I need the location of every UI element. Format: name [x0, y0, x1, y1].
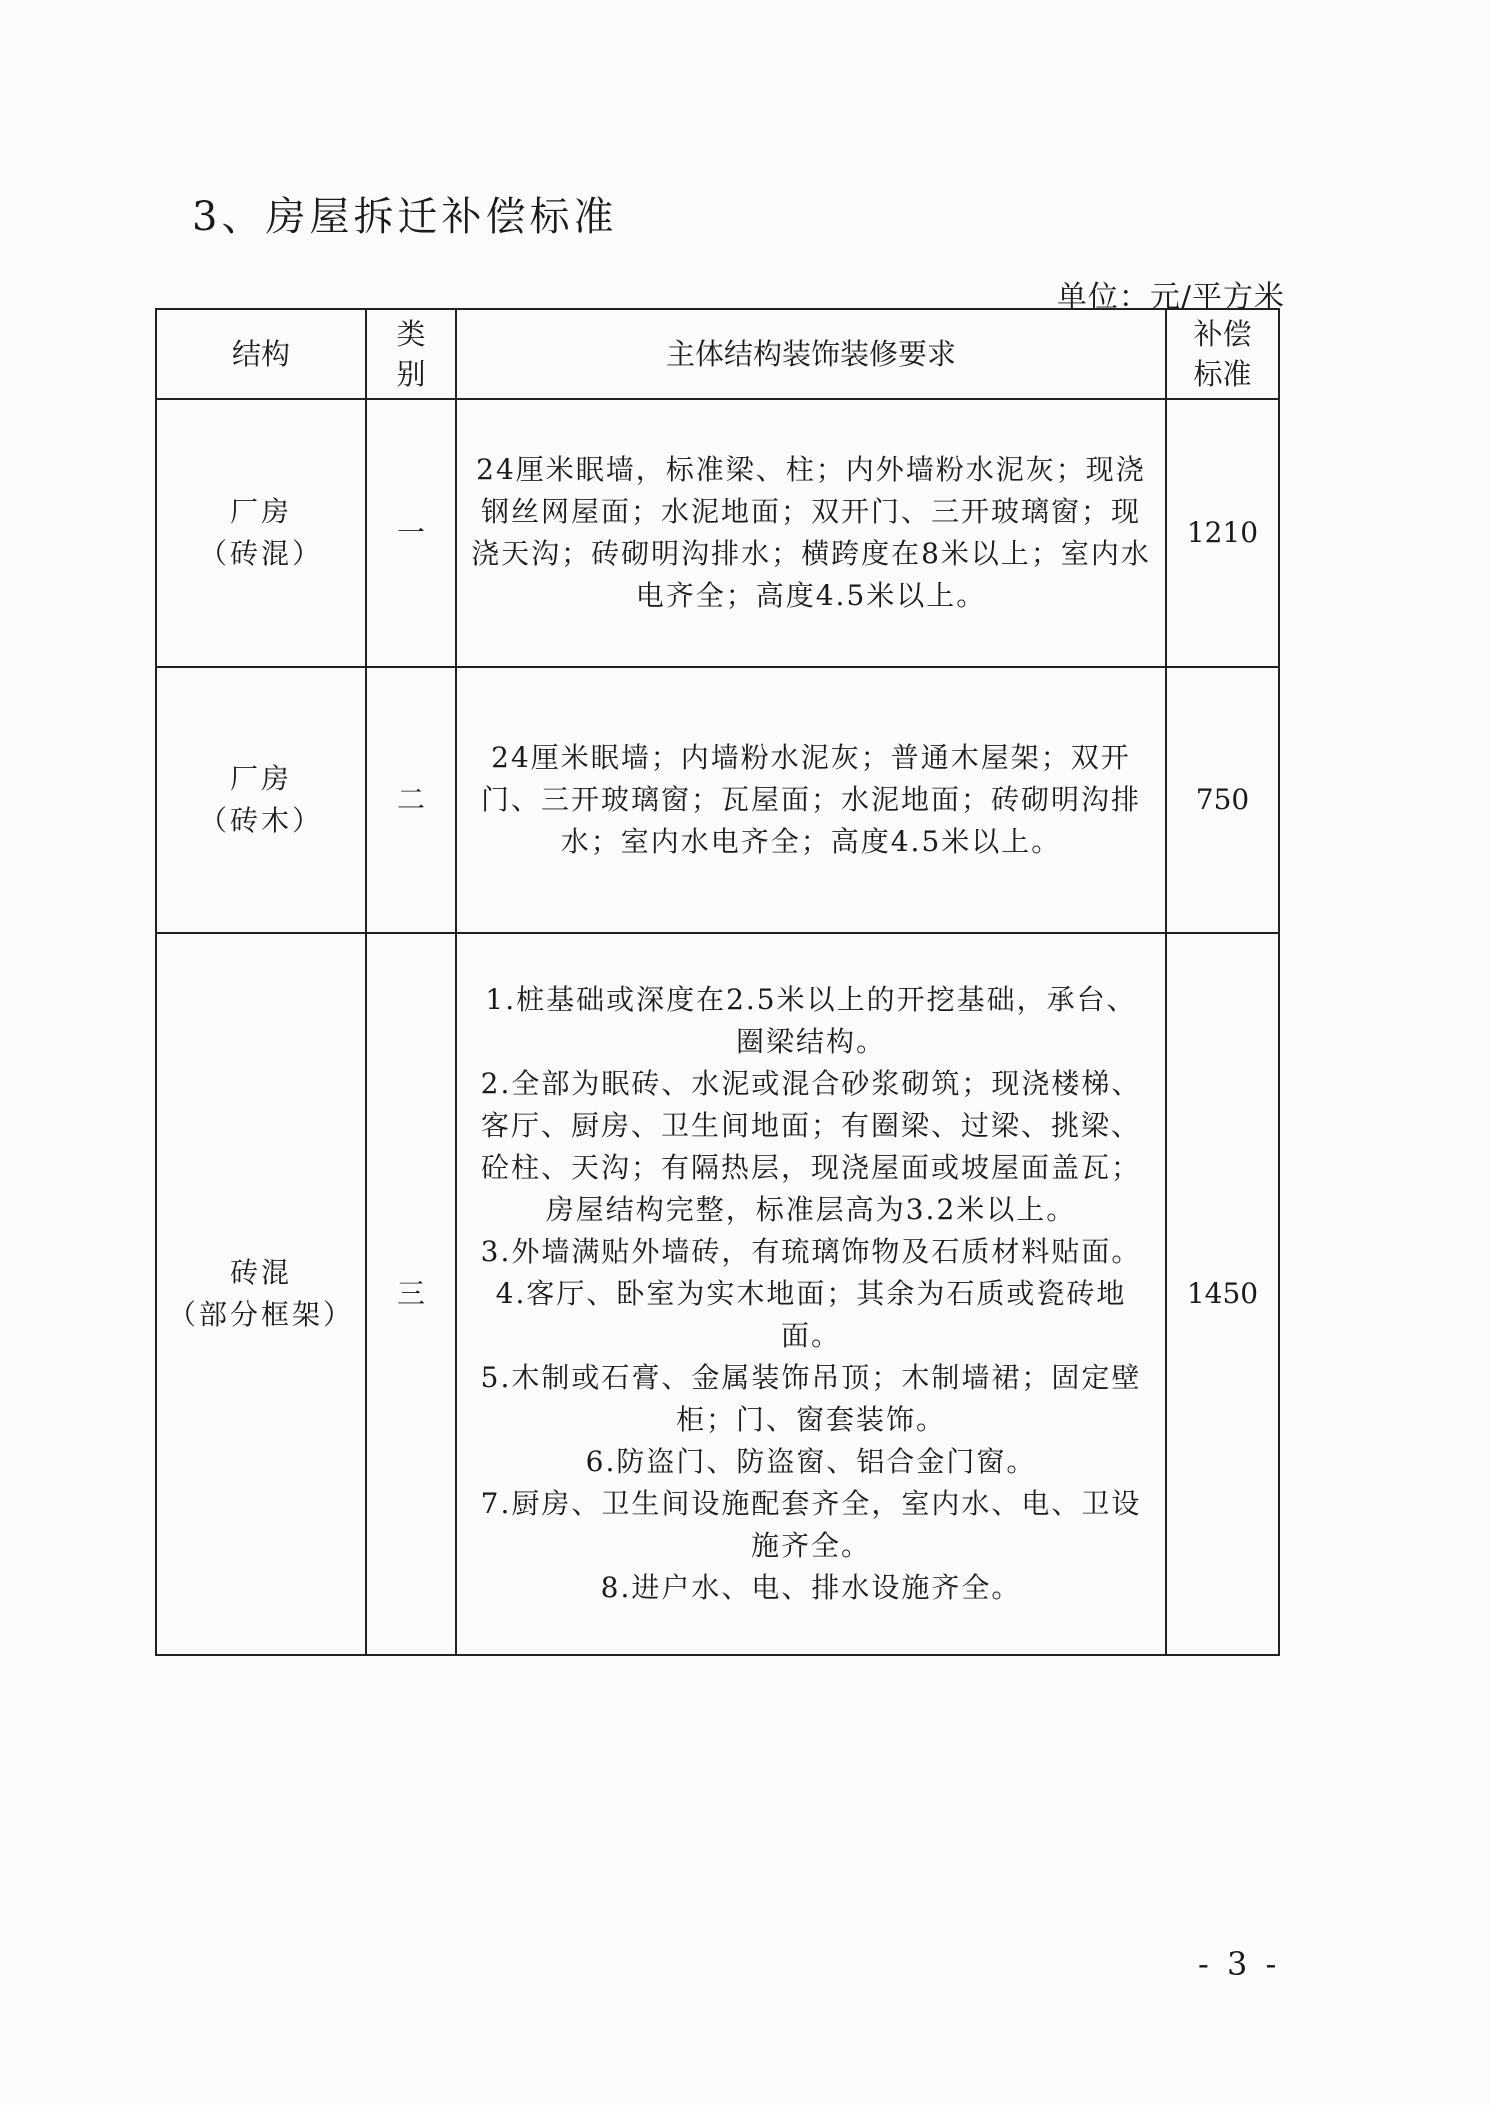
table-row — [156, 667, 1279, 933]
structure-type: （砖木） — [198, 804, 323, 837]
structure-type: （部分框架） — [167, 1298, 354, 1331]
standard-cell: 1450 — [1166, 933, 1279, 1655]
table-header-row — [156, 309, 1279, 399]
structure-cell — [156, 933, 366, 1655]
standard-cell: 750 — [1166, 667, 1279, 933]
structure-type: （砖混） — [198, 537, 323, 570]
requirement-item: 4.客厅、卧室为实木地面；其余为石质或瓷砖地面。 — [495, 1277, 1127, 1352]
header-requirements: 主体结构装饰装修要求 — [456, 309, 1166, 399]
requirement-item: 1.桩基础或深度在2.5米以上的开挖基础，承台、圈梁结构。 — [485, 983, 1137, 1058]
header-category: 类 别 — [366, 309, 456, 399]
category-cell: 二 — [366, 667, 456, 933]
structure-name: 厂房 — [229, 762, 292, 795]
structure-name: 厂房 — [229, 495, 292, 528]
table-row — [156, 933, 1279, 1655]
requirements-cell — [456, 667, 1166, 933]
structure-cell — [156, 667, 366, 933]
header-standard: 补偿 标准 — [1166, 309, 1279, 399]
section-heading: 3、房屋拆迁补偿标准 — [192, 194, 618, 240]
table-row — [156, 399, 1279, 667]
requirement-item: 3.外墙满贴外墙砖，有琉璃饰物及石质材料贴面。 — [480, 1235, 1142, 1268]
structure-name: 砖混 — [229, 1256, 292, 1289]
requirement-item: 24厘米眠墙；内墙粉水泥灰；普通木屋架；双开门、三开玻璃窗；瓦屋面；水泥地面；砖砌明沟排水；室内水电齐全；高度4.5米以上。 — [480, 741, 1141, 858]
standard-cell: 1210 — [1166, 399, 1279, 667]
structure-cell — [156, 399, 366, 667]
requirement-item: 2.全部为眠砖、水泥或混合砂浆砌筑；现浇楼梯、客厅、厨房、卫生间地面；有圈梁、过梁、挑梁、砼柱、天沟；有隔热层，现浇屋面或坡屋面盖瓦；房屋结构完整，标准层高为3.2米以上。 — [480, 1067, 1142, 1226]
unit-label: 单位：元/平方米 — [1056, 280, 1285, 315]
requirements-cell — [456, 933, 1166, 1655]
requirement-item: 5.木制或石膏、金属装饰吊顶；木制墙裙；固定壁柜；门、窗套装饰。 — [480, 1361, 1142, 1436]
compensation-table — [155, 308, 1280, 1656]
category-cell: 一 — [366, 399, 456, 667]
requirement-item: 8.进户水、电、排水设施齐全。 — [600, 1571, 1022, 1604]
requirement-item: 7.厨房、卫生间设施配套齐全，室内水、电、卫设施齐全。 — [480, 1487, 1142, 1562]
requirement-item: 24厘米眠墙，标准梁、柱；内外墙粉水泥灰；现浇钢丝网屋面；水泥地面；双开门、三开玻璃窗；现浇天沟；砖砌明沟排水；横跨度在8米以上；室内水电齐全；高度4.5米以上。 — [471, 453, 1151, 612]
requirements-cell — [456, 399, 1166, 667]
page-number: - 3 - — [1198, 1945, 1281, 1983]
category-cell: 三 — [366, 933, 456, 1655]
requirement-item: 6.防盗门、防盗窗、铝合金门窗。 — [585, 1445, 1037, 1478]
header-structure: 结构 — [156, 309, 366, 399]
